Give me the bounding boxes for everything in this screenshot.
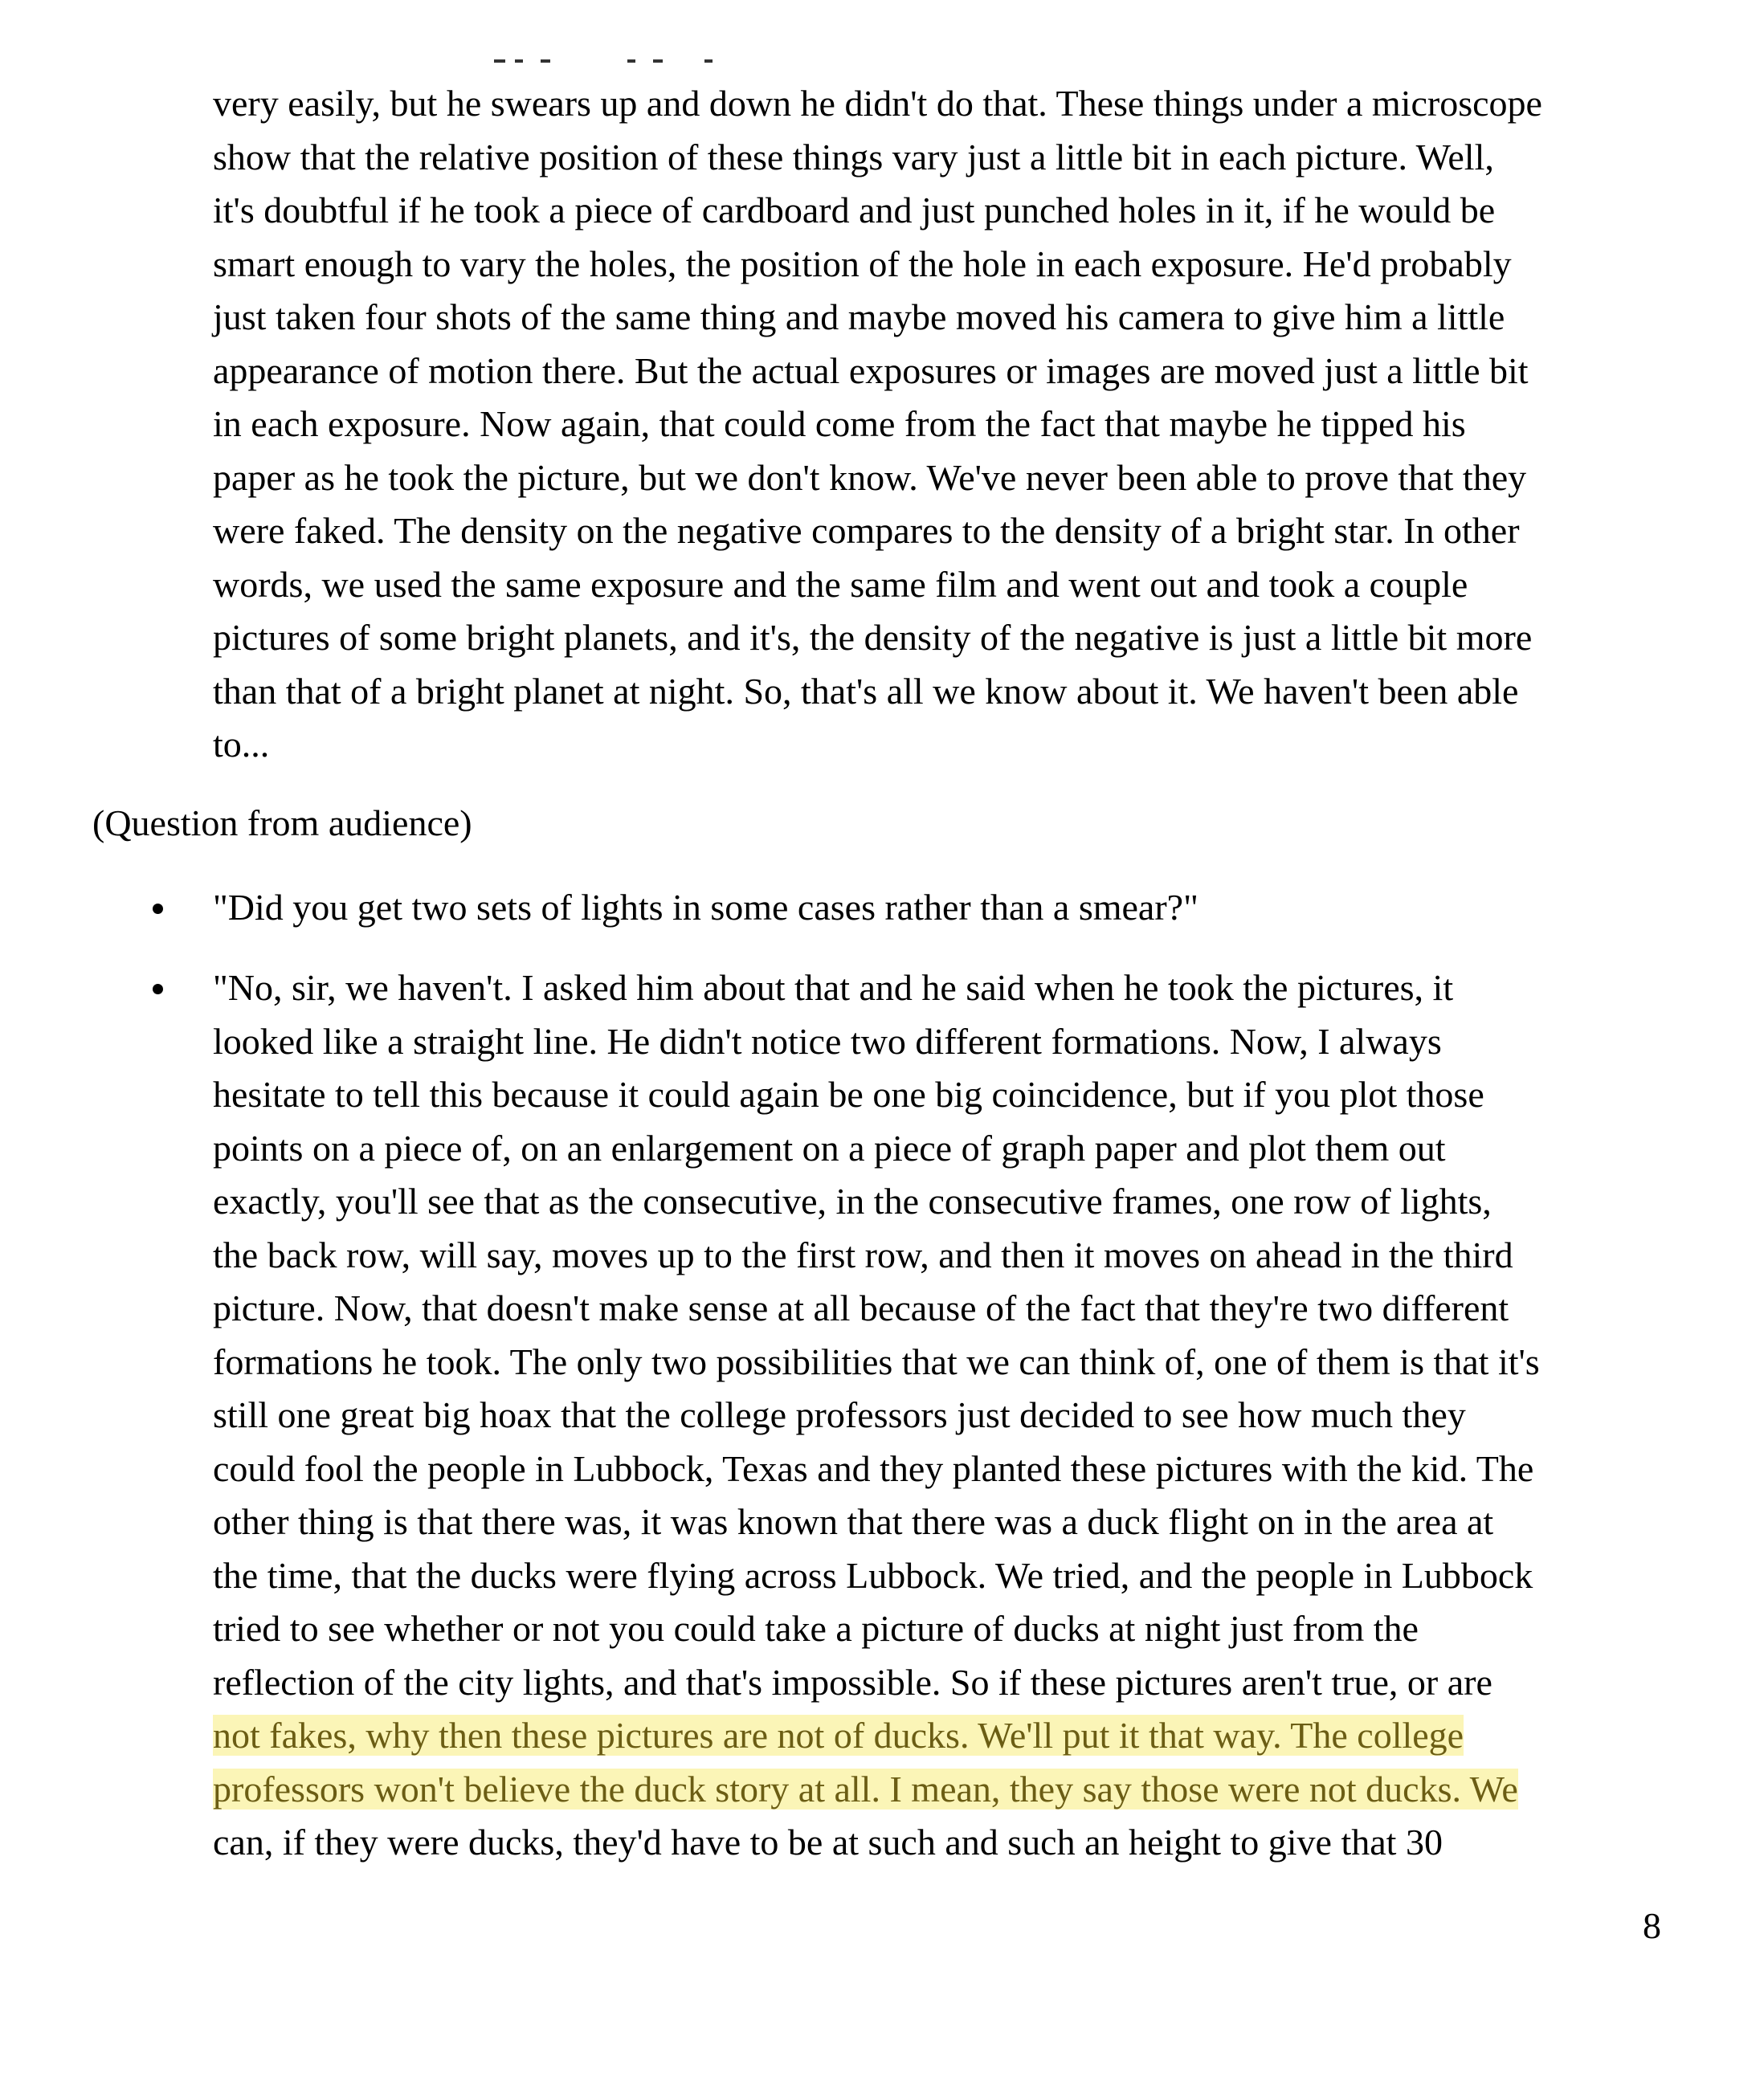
text-line: points on a piece of, on an enlargement on a piece of graph paper and plot them out: [213, 1127, 1446, 1169]
text-line: still one great big hoax that the college professors just decided to see how much they: [213, 1394, 1466, 1435]
text-line: appearance of motion there. But the actual exposures or images are moved just a little bit: [213, 349, 1529, 391]
bullet-marker: [153, 881, 169, 897]
text-line: than that of a bright planet at night. So, that's all we know about it. We haven't been able: [213, 670, 1519, 712]
text-line: could fool the people in Lubbock, Texas and they planted these pictures with the kid. The: [213, 1447, 1534, 1489]
text-line: exactly, you'll see that as the consecutive, in the consecutive frames, one row of lights,: [213, 1181, 1492, 1222]
text-line: very easily, but he swears up and down he didn't do that. These things under a microscope: [213, 83, 1542, 124]
text-line: picture. Now, that doesn't make sense at all because of the fact that they're two different: [213, 1287, 1509, 1328]
text-line: it's doubtful if he took a piece of cardboard and just punched holes in it, if he would be: [213, 190, 1496, 231]
text-line: reflection of the city lights, and that's impossible. So if these pictures aren't true, or are: [213, 1661, 1492, 1703]
text-line: other thing is that there was, it was known that there was a duck flight on in the area at: [213, 1501, 1494, 1542]
text-line: "Did you get two sets of lights in some cases rather than a smear?": [213, 887, 1198, 928]
text-line: to...: [213, 724, 270, 765]
bullet-item-question: [213, 881, 1723, 935]
text-line: were faked. The density on the negative compares to the density of a bright star. In other: [213, 510, 1520, 551]
text-line: tried to see whether or not you could take a picture of ducks at night just from the: [213, 1608, 1419, 1649]
text-line: in each exposure. Now again, that could come from the fact that maybe he tipped his: [213, 403, 1466, 444]
text-line: hesitate to tell this because it could again be one big coincidence, but if you plot those: [213, 1074, 1484, 1115]
text-line: paper as he took the picture, but we don't know. We've never been able to prove that they: [213, 456, 1527, 498]
text-line: formations he took. The only two possibilities that we can think of, one of them is that it's: [213, 1340, 1540, 1382]
highlighted-text-line: not fakes, why then these pictures are not of ducks. We'll put it that way. The college: [213, 1715, 1464, 1756]
text-line: can, if they were ducks, they'd have to be at such and such an height to give that 30: [213, 1822, 1443, 1863]
text-line: "No, sir, we haven't. I asked him about that and he said when he took the pictures, it: [213, 967, 1454, 1008]
text-line: looked like a straight line. He didn't notice two different formations. Now, I always: [213, 1020, 1442, 1062]
text-line: show that the relative position of these things vary just a little bit in each picture. Well,: [213, 136, 1494, 177]
text-line: words, we used the same exposure and the same film and went out and took a couple: [213, 563, 1468, 605]
text-line: smart enough to vary the holes, the position of the hole in each exposure. He'd probably: [213, 243, 1512, 284]
paragraph-continued: [213, 77, 1723, 772]
text-line: just taken four shots of the same thing and maybe moved his camera to give him a little: [213, 296, 1505, 337]
text-line: the time, that the ducks were flying across Lubbock. We tried, and the people in Lubbock: [213, 1554, 1533, 1596]
clipped-previous-line: [213, 39, 1707, 63]
text-line: the back row, will say, moves up to the first row, and then it moves on ahead in the third: [213, 1234, 1513, 1275]
highlighted-text-line: professors won't believe the duck story at all. I mean, they say those were not ducks. We: [213, 1768, 1518, 1810]
question-label: (Question from audience): [92, 802, 472, 843]
bullet-marker: [153, 961, 169, 977]
bullet-item-answer: [213, 961, 1723, 1870]
text-line: pictures of some bright planets, and it's, the density of the negative is just a little bit more: [213, 617, 1533, 658]
page-number: 8: [1643, 1905, 1661, 1946]
